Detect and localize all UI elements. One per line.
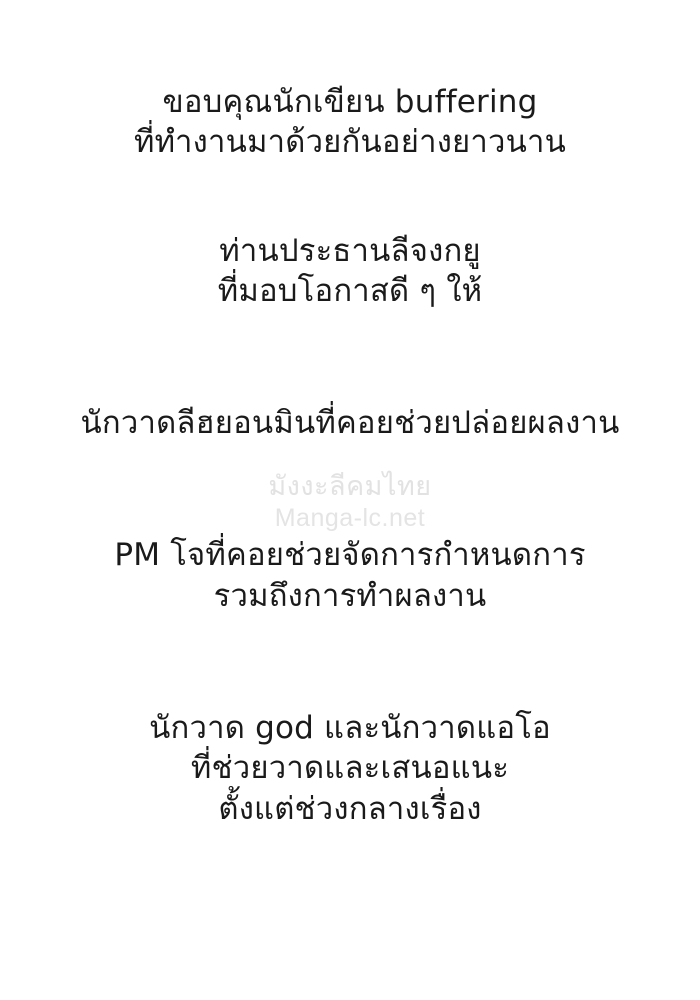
credits-line: ที่ช่วยวาดและเสนอแนะ <box>190 750 510 787</box>
watermark-line: มังงะลีคมไทย <box>268 471 432 501</box>
credits-block-thanks-artists-god-ao <box>30 708 670 829</box>
credits-block-thanks-pm <box>30 535 670 616</box>
credits-line: นักวาดลีฮยอนมินที่คอยช่วยปล่อยผลงาน <box>80 405 620 442</box>
credits-line: นักวาด god และนักวาดแอโอ <box>149 710 551 747</box>
site-watermark <box>0 470 700 533</box>
credits-line: ท่านประธานลีจงกยู <box>219 232 481 269</box>
credits-line: PM โจที่คอยช่วยจัดการกำหนดการ <box>114 537 586 574</box>
credits-block-thanks-author <box>30 82 670 163</box>
watermark-line: Manga-lc.net <box>274 503 426 532</box>
credits-line: ขอบคุณนักเขียน buffering <box>162 84 538 120</box>
credits-line: ที่มอบโอกาสดี ๆ ให้ <box>217 272 483 309</box>
credits-block-thanks-chairman <box>30 231 670 312</box>
credits-line: ที่ทำงานมาด้วยกันอย่างยาวนาน <box>133 124 566 161</box>
credits-line: รวมถึงการทำผลงาน <box>213 577 487 614</box>
credits-line: ตั้งแต่ช่วงกลางเรื่อง <box>218 790 482 827</box>
credits-block-thanks-artist-lee <box>30 403 670 443</box>
